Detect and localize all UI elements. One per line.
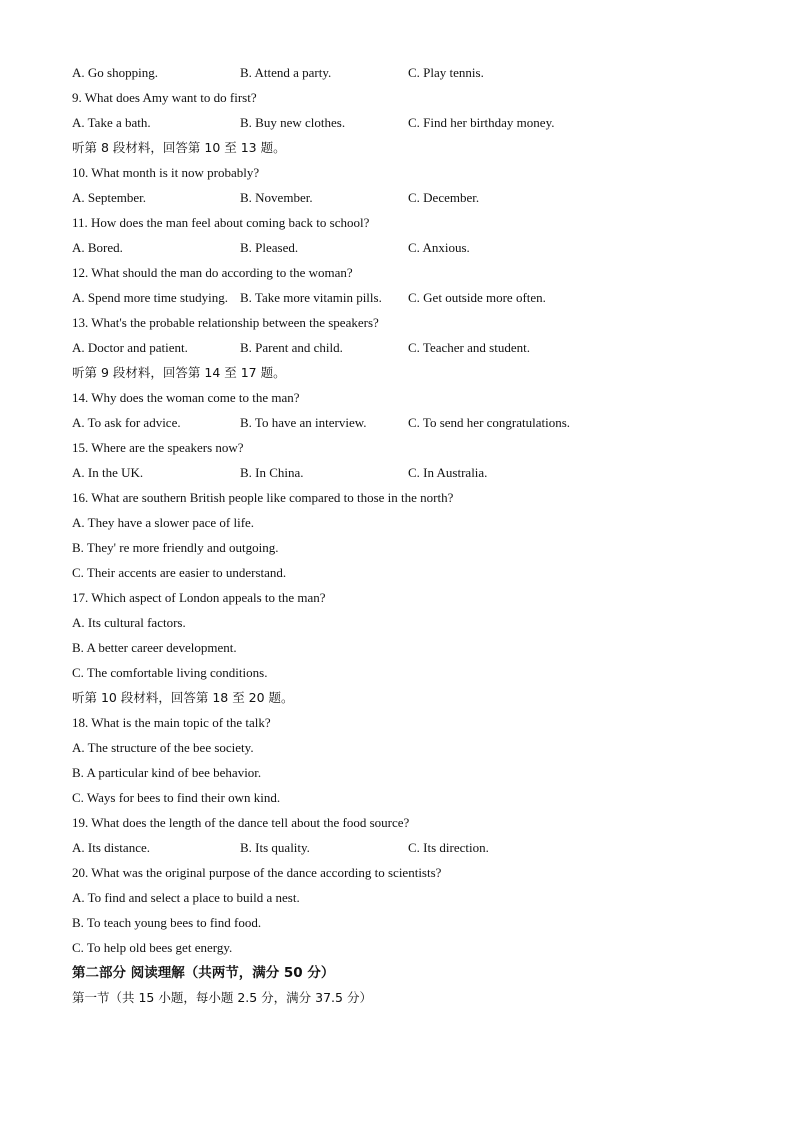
q14-stem: 14. Why does the woman come to the man?	[72, 390, 300, 405]
q9-option-c: C. Find her birthday money.	[408, 115, 555, 130]
q19-options	[72, 837, 732, 862]
q8-options	[72, 62, 732, 87]
q8-option-a: A. Go shopping.	[72, 65, 158, 80]
q17-option-a: A. Its cultural factors.	[72, 615, 186, 630]
q19-option-a: A. Its distance.	[72, 840, 150, 855]
q9-options	[72, 112, 732, 137]
q20-option-a: A. To find and select a place to build a nest.	[72, 890, 300, 905]
q10-option-a: A. September.	[72, 190, 147, 205]
q18-option-a: A. The structure of the bee society.	[72, 740, 254, 755]
q12-options	[72, 287, 732, 312]
segment-8-instruction: 听第 8 段材料，回答第 10 至 13 题。	[72, 140, 286, 155]
q13-option-a: A. Doctor and patient.	[72, 340, 188, 355]
q8-option-b: B. Attend a party.	[240, 65, 332, 80]
q18-stem: 18. What is the main topic of the talk?	[72, 715, 271, 730]
q11-options	[72, 237, 732, 262]
q15-options	[72, 462, 732, 487]
q15-option-a: A. In the UK.	[72, 465, 144, 480]
q14-option-c: C. To send her congratulations.	[408, 415, 571, 430]
q15-option-b: B. In China.	[240, 465, 304, 480]
q9-option-a: A. Take a bath.	[72, 115, 151, 130]
q20-option-c: C. To help old bees get energy.	[72, 940, 233, 955]
q15-stem: 15. Where are the speakers now?	[72, 440, 244, 455]
q14-option-b: B. To have an interview.	[240, 415, 367, 430]
q14-option-a: A. To ask for advice.	[72, 415, 181, 430]
q19-stem: 19. What does the length of the dance tell about the food source?	[72, 815, 410, 830]
q13-option-c: C. Teacher and student.	[408, 340, 530, 355]
q19-option-b: B. Its quality.	[240, 840, 310, 855]
q11-option-a: A. Bored.	[72, 240, 123, 255]
segment-9-instruction: 听第 9 段材料，回答第 14 至 17 题。	[72, 365, 286, 380]
q16-option-b: B. They' re more friendly and outgoing.	[72, 540, 279, 555]
q12-stem: 12. What should the man do according to the woman?	[72, 265, 353, 280]
q11-option-b: B. Pleased.	[240, 240, 299, 255]
q13-options	[72, 337, 732, 362]
q13-option-b: B. Parent and child.	[240, 340, 343, 355]
q13-stem: 13. What's the probable relationship between the speakers?	[72, 315, 379, 330]
q16-stem: 16. What are southern British people like compared to those in the north?	[72, 490, 454, 505]
q17-stem: 17. Which aspect of London appeals to the man?	[72, 590, 326, 605]
segment-10-instruction: 听第 10 段材料，回答第 18 至 20 题。	[72, 690, 294, 705]
q10-options	[72, 187, 732, 212]
q10-option-b: B. November.	[240, 190, 313, 205]
listening-questions	[72, 62, 732, 1012]
q17-option-c: C. The comfortable living conditions.	[72, 665, 268, 680]
q12-option-c: C. Get outside more often.	[408, 290, 546, 305]
q18-option-c: C. Ways for bees to find their own kind.	[72, 790, 281, 805]
part-2-heading: 第二部分 阅读理解（共两节，满分 50 分）	[72, 965, 335, 981]
q11-option-c: C. Anxious.	[408, 240, 470, 255]
q10-option-c: C. December.	[408, 190, 480, 205]
q15-option-c: C. In Australia.	[408, 465, 488, 480]
part-2-section-1-heading: 第一节（共 15 小题，每小题 2.5 分，满分 37.5 分）	[72, 990, 372, 1005]
q9-stem: 9. What does Amy want to do first?	[72, 90, 257, 105]
q18-option-b: B. A particular kind of bee behavior.	[72, 765, 262, 780]
q12-option-a: A. Spend more time studying.	[72, 290, 228, 305]
q14-options	[72, 412, 732, 437]
q16-option-c: C. Their accents are easier to understand.	[72, 565, 287, 580]
q20-stem: 20. What was the original purpose of the dance according to scientists?	[72, 865, 442, 880]
q9-option-b: B. Buy new clothes.	[240, 115, 346, 130]
q8-option-c: C. Play tennis.	[408, 65, 484, 80]
q11-stem: 11. How does the man feel about coming back to school?	[72, 215, 370, 230]
q20-option-b: B. To teach young bees to find food.	[72, 915, 262, 930]
q19-option-c: C. Its direction.	[408, 840, 489, 855]
q16-option-a: A. They have a slower pace of life.	[72, 515, 255, 530]
q12-option-b: B. Take more vitamin pills.	[240, 290, 382, 305]
q10-stem: 10. What month is it now probably?	[72, 165, 260, 180]
q17-option-b: B. A better career development.	[72, 640, 237, 655]
